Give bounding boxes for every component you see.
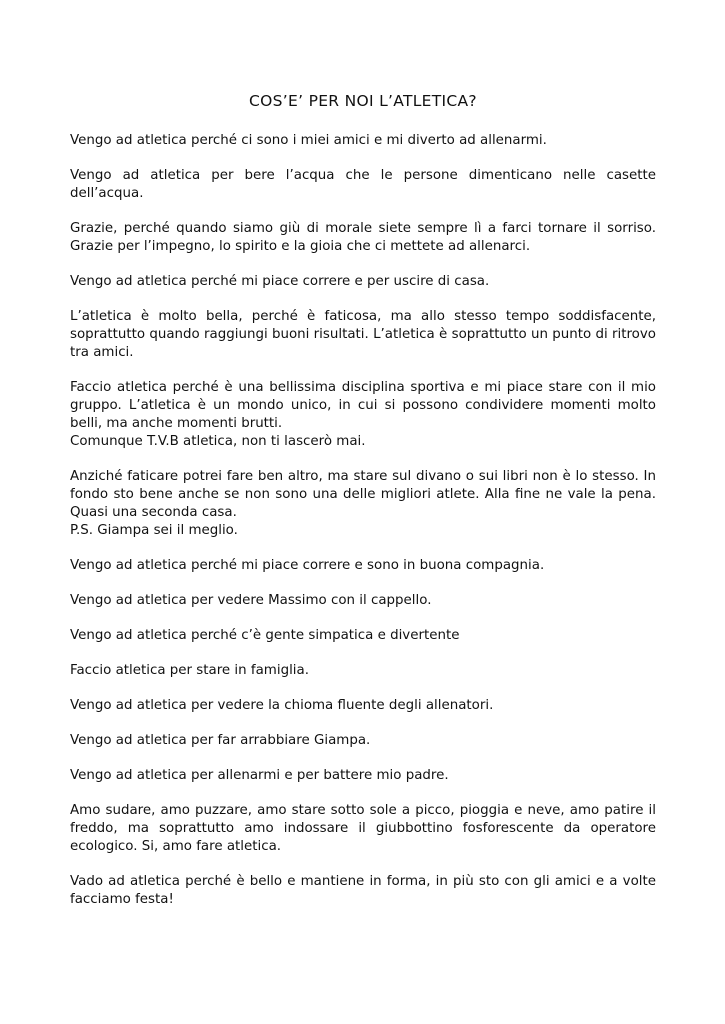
paragraph [70,627,656,645]
paragraph-text: P.S. Giampa sei il meglio. [70,523,238,538]
paragraph-text: Anziché faticare potrei fare ben altro, ma stare sul divano o sui libri non è lo stesso. In fondo sto bene anche se non sono una delle migliori atlete. Alla fine ne vale la pena. Quasi una seconda casa. [70,469,656,520]
paragraph-text: Comunque T.V.B atletica, non ti lascerò mai. [70,434,366,449]
paragraph-text: Vengo ad atletica per vedere Massimo con il cappello. [70,593,432,608]
paragraph [70,732,656,750]
paragraph-text: Amo sudare, amo puzzare, amo stare sotto sole a picco, pioggia e neve, amo patire il freddo, ma soprattutto amo indossare il giubbottino fosforescente da operatore ecologico. Si, amo fare atletica. [70,803,656,854]
paragraph-text: Vengo ad atletica perché c’è gente simpatica e divertente [70,628,460,643]
paragraph [70,697,656,715]
paragraph [70,379,656,451]
page-title: COS’E’ PER NOI L’ATLETICA? [249,92,477,110]
paragraph [70,557,656,575]
paragraph-text: Vado ad atletica perché è bello e mantiene in forma, in più sto con gli amici e a volte facciamo festa! [70,874,656,907]
document-page [70,90,656,926]
paragraph-text: Vengo ad atletica perché mi piace correre e per uscire di casa. [70,274,490,289]
paragraph-text: Vengo ad atletica per vedere la chioma fluente degli allenatori. [70,698,494,713]
paragraph-text: Faccio atletica perché è una bellissima disciplina sportiva e mi piace stare con il mio gruppo. L’atletica è un mondo unico, in cui si possono condividere momenti molto belli, ma anche momenti brutti. [70,380,656,431]
paragraph [70,132,656,150]
paragraph-text: Grazie, perché quando siamo giù di morale siete sempre lì a farci tornare il sorriso. Grazie per l’impegno, lo spirito e la gioia che ci mettete ad allenarci. [70,221,656,254]
paragraph [70,468,656,540]
paragraph-text: Vengo ad atletica per bere l’acqua che le persone dimenticano nelle casette dell’acqua. [70,168,656,201]
paragraph [70,167,656,203]
paragraph [70,802,656,856]
paragraph [70,662,656,680]
paragraph [70,592,656,610]
paragraph-text: Faccio atletica per stare in famiglia. [70,663,309,678]
paragraph [70,273,656,291]
document-body [70,132,656,909]
paragraph-text: Vengo ad atletica perché ci sono i miei amici e mi diverto ad allenarmi. [70,133,547,148]
paragraph [70,220,656,256]
paragraph [70,767,656,785]
paragraph-text: Vengo ad atletica per allenarmi e per battere mio padre. [70,768,449,783]
paragraph [70,873,656,909]
paragraph [70,308,656,362]
paragraph-text: Vengo ad atletica perché mi piace correre e sono in buona compagnia. [70,558,545,573]
paragraph-text: Vengo ad atletica per far arrabbiare Giampa. [70,733,371,748]
paragraph-text: L’atletica è molto bella, perché è faticosa, ma allo stesso tempo soddisfacente, soprattutto quando raggiungi buoni risultati. L’atletica è soprattutto un punto di ritrovo tra amici. [70,309,656,360]
